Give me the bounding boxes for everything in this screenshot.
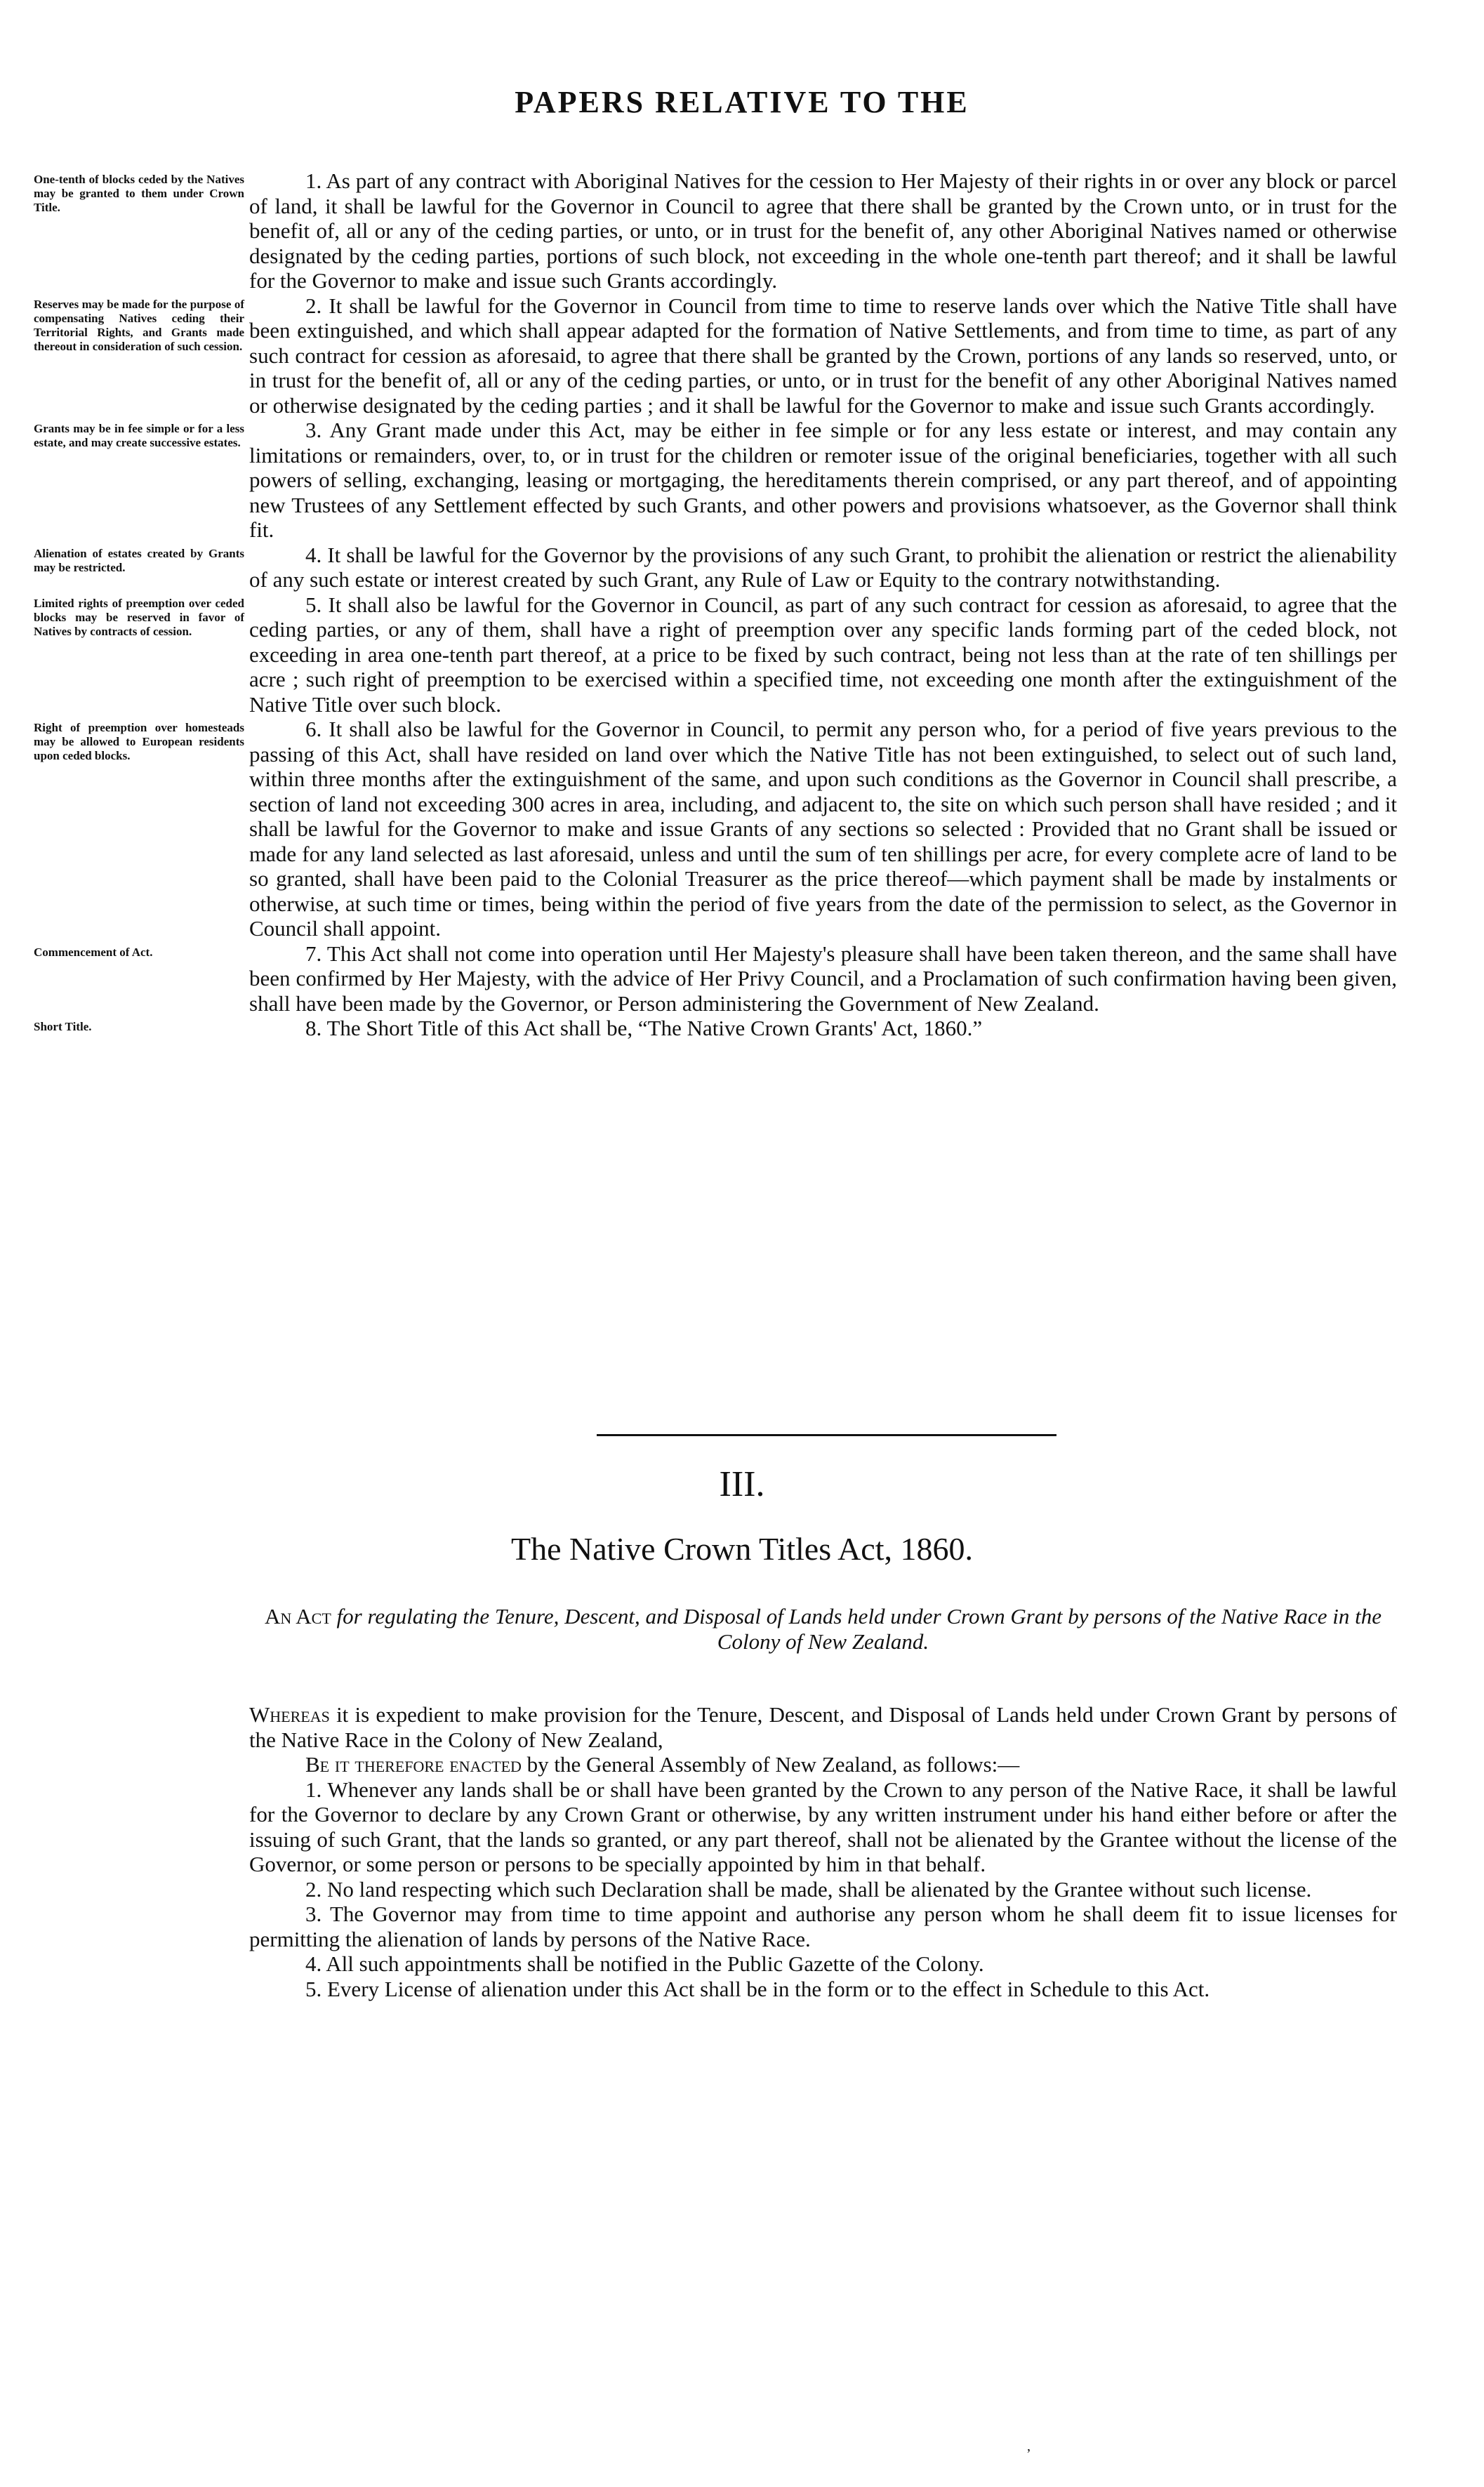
section-text: 4. It shall be lawful for the Governor by the provisions of any such Grant, to prohibit the alienation or restrict the alienability of any such estate or interest created by such Grant, any Rule of Law or Equity to the contrary notwithstanding.: [249, 542, 1397, 592]
marginal-note: Alienation of estates created by Grants may be restricted.: [34, 546, 244, 574]
stray-mark: ’: [1026, 2446, 1031, 2462]
preamble: [249, 1702, 1397, 1752]
page-header: PAPERS RELATIVE TO THE: [515, 85, 969, 119]
act-paragraph: 1. Whenever any lands shall be or shall have been granted by the Crown to any person of the Native Race, it shall be lawful for the Governor to declare by any Crown Grant or otherwise, by any written instrument under his hand either before or after the issuing of such Grant, that the lands so granted, or any part thereof, shall not be alienated by the Grantee without the license of the Governor, or some person or persons to be specially appointed by him in that behalf.: [249, 1777, 1397, 1876]
preamble-rest: it is expedient to make provision for the Tenure, Descent, and Disposal of Lands held under Crown Grant by persons of the Native Race in the Colony of New Zealand,: [249, 1702, 1398, 1752]
enacting-clause: [249, 1752, 1397, 1777]
act-long-title: [249, 1604, 1397, 1654]
section-text: 1. As part of any contract with Aboriginal Natives for the cession to Her Majesty of their rights in or over any block or parcel of land, it shall be lawful for the Governor in Council to agree that there shall be granted by the Crown unto, or in trust for the benefit of, all or any of the ceding parties, or unto, or in trust for the benefit of, any other Aboriginal Natives named or otherwise designated by the ceding parties, portions of such block, not exceeding in the whole one-tenth part thereof; and it shall be lawful for the Governor to make and issue such Grants accordingly.: [249, 168, 1397, 293]
section-text: 6. It shall also be lawful for the Governor in Council, to permit any person who, for a period of five years previous to the passing of this Act, shall have resided on land over which the Native Title has not been extinguished, to select out of such land, within three months after the extinguishment of the same, and upon such conditions as the Governor in Council shall prescribe, a section of land not exceeding 300 acres in area, including, and adjacent to, the site on which such person shall have resided ; and it shall be lawful for the Governor to make and issue Grants of any sections so selected : Provided that no Grant shall be issued or made for any land selected as last aforesaid, unless and until the sum of ten shillings per acre, for every complete acre of land to be so granted, shall have been paid to the Colonial Treasurer as the price thereof—which payment shall be made by instalments or otherwise, at such time or times, being within the period of five years from the date of the permission to select, as the Governor in Council shall appoint.: [249, 717, 1397, 941]
marginal-note: One-tenth of blocks ceded by the Natives may be granted to them under Crown Title.: [34, 173, 244, 214]
sections: [0, 168, 1484, 1041]
marginal-note: Limited rights of preemption over ceded blocks may be reserved in favor of Natives by contracts of cession.: [34, 596, 244, 638]
marginal-note: Reserves may be made for the purpose of compensating Natives ceding their Territorial Rights, and Grants made thereout in consideration of such cession.: [34, 297, 244, 353]
section-text: 8. The Short Title of this Act shall be, “The Native Crown Grants' Act, 1860.”: [305, 1016, 983, 1040]
act-paragraph: 2. No land respecting which such Declaration shall be made, shall be alienated by the Grantee without such license.: [305, 1876, 1312, 1902]
section-2: [0, 293, 1484, 418]
act-paragraph: 5. Every License of alienation under this Act shall be in the form or to the effect in Schedule to this Act.: [305, 1976, 1210, 2001]
act-body: [249, 1702, 1397, 2001]
enacting-lead: Be it therefore enacted: [305, 1752, 522, 1777]
enacting-rest: by the General Assembly of New Zealand, as follows:—: [526, 1752, 1020, 1777]
preamble-lead: Whereas: [249, 1702, 330, 1727]
section-5: [0, 592, 1484, 717]
section-1: [0, 168, 1484, 293]
section-7: [0, 941, 1484, 1016]
section-3: [0, 418, 1484, 543]
act-paragraph: 3. The Governor may from time to time appoint and authorise any person whom he shall deem fit to issue licenses for permitting the alienation of lands by persons of the Native Race.: [249, 1902, 1397, 1951]
section-divider: [597, 1434, 1056, 1436]
marginal-note: Short Title.: [34, 1020, 92, 1033]
marginal-note: Right of preemption over homesteads may be allowed to European residents upon ceded blocks.: [34, 721, 244, 762]
section-text: 2. It shall be lawful for the Governor in Council from time to time to reserve lands over which the Native Title shall have been extinguished, and which shall appear adapted for the formation of Native Settlements, and from time to time, as part of any such contract for cession as aforesaid, to agree that there shall be granted by the Crown, portions of any lands so reserved, unto, or in trust for the benefit of, all or any of the ceding parties, or unto, or in trust for the benefit of any other Aboriginal Natives named or otherwise designated by the ceding parties ; and it shall be lawful for the Governor to make and issue such Grants accordingly.: [249, 293, 1397, 418]
marginal-note: Commencement of Act.: [34, 945, 153, 959]
act-long-title-rest: for regulating the Tenure, Descent, and Disposal of Lands held under Crown Grant by persons of the Native Race in the Colony of New Zealand.: [336, 1604, 1382, 1654]
section-text: 3. Any Grant made under this Act, may be either in fee simple or for any less estate or interest, and may contain any limitations or remainders, over, to, or in trust for the children or remoter issue of the original beneficiaries, together with all such powers of selling, exchanging, leasing or mortgaging, the hereditaments therein comprised, or any part thereof, and of appointing new Trustees of any Settlement effected by such Grants, and other powers and provisions whatsoever, as the Governor shall think fit.: [249, 418, 1397, 542]
act-paragraph: 4. All such appointments shall be notified in the Public Gazette of the Colony.: [305, 1951, 984, 1976]
marginal-note: Grants may be in fee simple or for a less estate, and may create successive estates.: [34, 422, 244, 449]
section-4: [0, 543, 1484, 592]
section-6: [0, 717, 1484, 941]
part-numeral: III.: [719, 1464, 765, 1504]
act-long-title-lead: An Act: [264, 1604, 331, 1629]
section-text: 5. It shall also be lawful for the Governor in Council, as part of any such contract for cession as aforesaid, to agree that the ceding parties, or any of them, shall have a right of preemption over any specific lands forming part of the ceded block, not exceeding in area one-tenth part thereof, at a price to be fixed by such contract, being not less than at the rate of ten shillings per acre ; such right of preemption to be exercised within a specified time, not exceeding one month after the extinguishment of the Native Title over such block.: [249, 592, 1397, 717]
section-text: 7. This Act shall not come into operation until Her Majesty's pleasure shall have been taken thereon, and the same shall have been confirmed by Her Majesty, with the advice of Her Privy Council, and a Proclamation of such confirmation having been given, shall have been made by the Governor, or Person administering the Government of New Zealand.: [249, 941, 1397, 1016]
act-title: The Native Crown Titles Act, 1860.: [510, 1531, 974, 1567]
section-8: [0, 1016, 1484, 1041]
